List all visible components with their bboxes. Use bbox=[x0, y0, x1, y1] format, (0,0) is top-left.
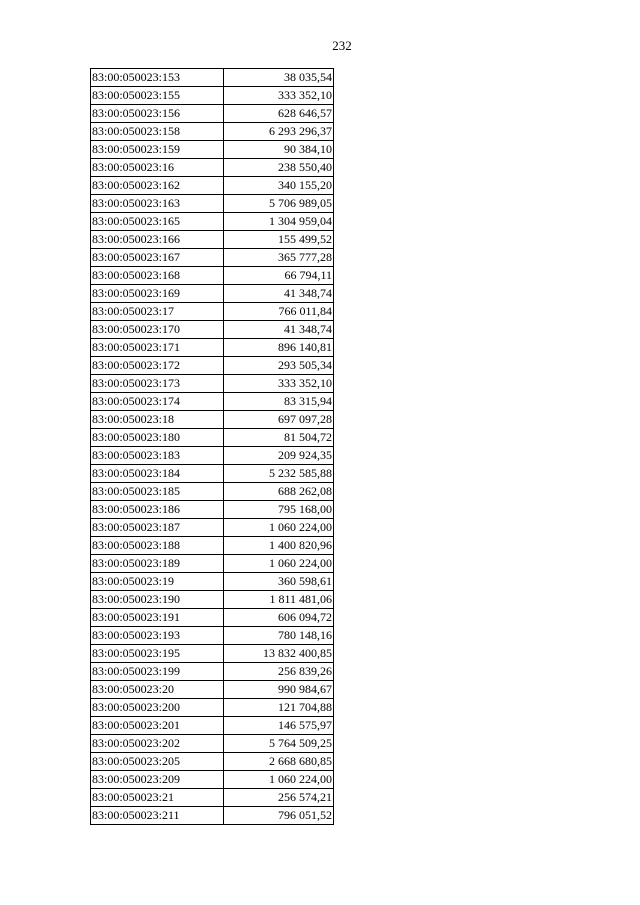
table-row bbox=[91, 519, 334, 537]
value-cell: 5 706 989,05 bbox=[224, 195, 334, 213]
value-cell: 81 504,72 bbox=[224, 429, 334, 447]
table-row bbox=[91, 501, 334, 519]
table-row bbox=[91, 285, 334, 303]
table-row bbox=[91, 645, 334, 663]
cadastral-number-cell: 83:00:050023:190 bbox=[91, 591, 224, 609]
cadastral-number-cell: 83:00:050023:155 bbox=[91, 87, 224, 105]
value-cell: 766 011,84 bbox=[224, 303, 334, 321]
value-cell: 41 348,74 bbox=[224, 321, 334, 339]
value-cell: 1 811 481,06 bbox=[224, 591, 334, 609]
table-body bbox=[91, 69, 334, 825]
table-row bbox=[91, 699, 334, 717]
value-cell: 990 984,67 bbox=[224, 681, 334, 699]
cadastral-number-cell: 83:00:050023:156 bbox=[91, 105, 224, 123]
value-cell: 256 839,26 bbox=[224, 663, 334, 681]
table-row bbox=[91, 609, 334, 627]
table-row bbox=[91, 123, 334, 141]
table-row bbox=[91, 735, 334, 753]
table-row bbox=[91, 249, 334, 267]
cadastral-number-cell: 83:00:050023:209 bbox=[91, 771, 224, 789]
cadastral-number-cell: 83:00:050023:186 bbox=[91, 501, 224, 519]
table-row bbox=[91, 627, 334, 645]
value-cell: 796 051,52 bbox=[224, 807, 334, 825]
cadastral-number-cell: 83:00:050023:193 bbox=[91, 627, 224, 645]
table-row bbox=[91, 555, 334, 573]
cadastral-number-cell: 83:00:050023:201 bbox=[91, 717, 224, 735]
table-row bbox=[91, 357, 334, 375]
table-row bbox=[91, 321, 334, 339]
value-cell: 5 232 585,88 bbox=[224, 465, 334, 483]
cadastral-number-cell: 83:00:050023:21 bbox=[91, 789, 224, 807]
table-row bbox=[91, 177, 334, 195]
cadastral-number-cell: 83:00:050023:189 bbox=[91, 555, 224, 573]
cadastral-number-cell: 83:00:050023:20 bbox=[91, 681, 224, 699]
value-cell: 1 400 820,96 bbox=[224, 537, 334, 555]
value-cell: 688 262,08 bbox=[224, 483, 334, 501]
table-row bbox=[91, 69, 334, 87]
value-cell: 360 598,61 bbox=[224, 573, 334, 591]
table-row bbox=[91, 663, 334, 681]
value-cell: 121 704,88 bbox=[224, 699, 334, 717]
cadastral-number-cell: 83:00:050023:173 bbox=[91, 375, 224, 393]
cadastral-number-cell: 83:00:050023:174 bbox=[91, 393, 224, 411]
cadastral-number-cell: 83:00:050023:158 bbox=[91, 123, 224, 141]
table-row bbox=[91, 105, 334, 123]
cadastral-value-table bbox=[90, 68, 334, 825]
value-cell: 38 035,54 bbox=[224, 69, 334, 87]
value-cell: 90 384,10 bbox=[224, 141, 334, 159]
cadastral-number-cell: 83:00:050023:202 bbox=[91, 735, 224, 753]
cadastral-number-cell: 83:00:050023:195 bbox=[91, 645, 224, 663]
cadastral-number-cell: 83:00:050023:172 bbox=[91, 357, 224, 375]
cadastral-number-cell: 83:00:050023:171 bbox=[91, 339, 224, 357]
value-cell: 1 304 959,04 bbox=[224, 213, 334, 231]
table-row bbox=[91, 411, 334, 429]
table-row bbox=[91, 87, 334, 105]
table-row bbox=[91, 213, 334, 231]
table-row bbox=[91, 753, 334, 771]
table-row bbox=[91, 591, 334, 609]
value-cell: 606 094,72 bbox=[224, 609, 334, 627]
table-row bbox=[91, 303, 334, 321]
value-cell: 155 499,52 bbox=[224, 231, 334, 249]
table-row bbox=[91, 465, 334, 483]
table-row bbox=[91, 483, 334, 501]
page-number: 232 bbox=[332, 38, 352, 53]
cadastral-number-cell: 83:00:050023:19 bbox=[91, 573, 224, 591]
cadastral-number-cell: 83:00:050023:170 bbox=[91, 321, 224, 339]
cadastral-number-cell: 83:00:050023:169 bbox=[91, 285, 224, 303]
value-cell: 1 060 224,00 bbox=[224, 519, 334, 537]
cadastral-number-cell: 83:00:050023:18 bbox=[91, 411, 224, 429]
cadastral-number-cell: 83:00:050023:211 bbox=[91, 807, 224, 825]
value-cell: 13 832 400,85 bbox=[224, 645, 334, 663]
value-cell: 628 646,57 bbox=[224, 105, 334, 123]
cadastral-number-cell: 83:00:050023:185 bbox=[91, 483, 224, 501]
table-row bbox=[91, 141, 334, 159]
cadastral-number-cell: 83:00:050023:188 bbox=[91, 537, 224, 555]
cadastral-number-cell: 83:00:050023:183 bbox=[91, 447, 224, 465]
cadastral-number-cell: 83:00:050023:16 bbox=[91, 159, 224, 177]
cadastral-number-cell: 83:00:050023:200 bbox=[91, 699, 224, 717]
cadastral-number-cell: 83:00:050023:167 bbox=[91, 249, 224, 267]
value-cell: 209 924,35 bbox=[224, 447, 334, 465]
table-row bbox=[91, 195, 334, 213]
value-cell: 146 575,97 bbox=[224, 717, 334, 735]
value-cell: 333 352,10 bbox=[224, 87, 334, 105]
value-cell: 256 574,21 bbox=[224, 789, 334, 807]
value-cell: 2 668 680,85 bbox=[224, 753, 334, 771]
value-cell: 333 352,10 bbox=[224, 375, 334, 393]
table-row bbox=[91, 681, 334, 699]
cadastral-number-cell: 83:00:050023:184 bbox=[91, 465, 224, 483]
value-cell: 83 315,94 bbox=[224, 393, 334, 411]
value-cell: 238 550,40 bbox=[224, 159, 334, 177]
cadastral-number-cell: 83:00:050023:187 bbox=[91, 519, 224, 537]
value-cell: 1 060 224,00 bbox=[224, 555, 334, 573]
table-row bbox=[91, 573, 334, 591]
value-cell: 795 168,00 bbox=[224, 501, 334, 519]
cadastral-number-cell: 83:00:050023:159 bbox=[91, 141, 224, 159]
table-row bbox=[91, 231, 334, 249]
cadastral-number-cell: 83:00:050023:180 bbox=[91, 429, 224, 447]
table-row bbox=[91, 267, 334, 285]
table-row bbox=[91, 789, 334, 807]
cadastral-number-cell: 83:00:050023:153 bbox=[91, 69, 224, 87]
table-row bbox=[91, 375, 334, 393]
cadastral-number-cell: 83:00:050023:166 bbox=[91, 231, 224, 249]
table-row bbox=[91, 429, 334, 447]
cadastral-number-cell: 83:00:050023:205 bbox=[91, 753, 224, 771]
value-cell: 340 155,20 bbox=[224, 177, 334, 195]
value-cell: 66 794,11 bbox=[224, 267, 334, 285]
value-cell: 293 505,34 bbox=[224, 357, 334, 375]
value-cell: 5 764 509,25 bbox=[224, 735, 334, 753]
cadastral-number-cell: 83:00:050023:165 bbox=[91, 213, 224, 231]
cadastral-number-cell: 83:00:050023:168 bbox=[91, 267, 224, 285]
table-row bbox=[91, 159, 334, 177]
value-cell: 780 148,16 bbox=[224, 627, 334, 645]
value-cell: 365 777,28 bbox=[224, 249, 334, 267]
value-cell: 896 140,81 bbox=[224, 339, 334, 357]
value-cell: 1 060 224,00 bbox=[224, 771, 334, 789]
cadastral-number-cell: 83:00:050023:191 bbox=[91, 609, 224, 627]
table-row bbox=[91, 537, 334, 555]
table-row bbox=[91, 771, 334, 789]
value-cell: 697 097,28 bbox=[224, 411, 334, 429]
cadastral-number-cell: 83:00:050023:163 bbox=[91, 195, 224, 213]
table-row bbox=[91, 339, 334, 357]
value-cell: 41 348,74 bbox=[224, 285, 334, 303]
table-row bbox=[91, 717, 334, 735]
cadastral-number-cell: 83:00:050023:162 bbox=[91, 177, 224, 195]
table-row bbox=[91, 807, 334, 825]
table-row bbox=[91, 447, 334, 465]
table-row bbox=[91, 393, 334, 411]
cadastral-number-cell: 83:00:050023:17 bbox=[91, 303, 224, 321]
value-cell: 6 293 296,37 bbox=[224, 123, 334, 141]
cadastral-number-cell: 83:00:050023:199 bbox=[91, 663, 224, 681]
